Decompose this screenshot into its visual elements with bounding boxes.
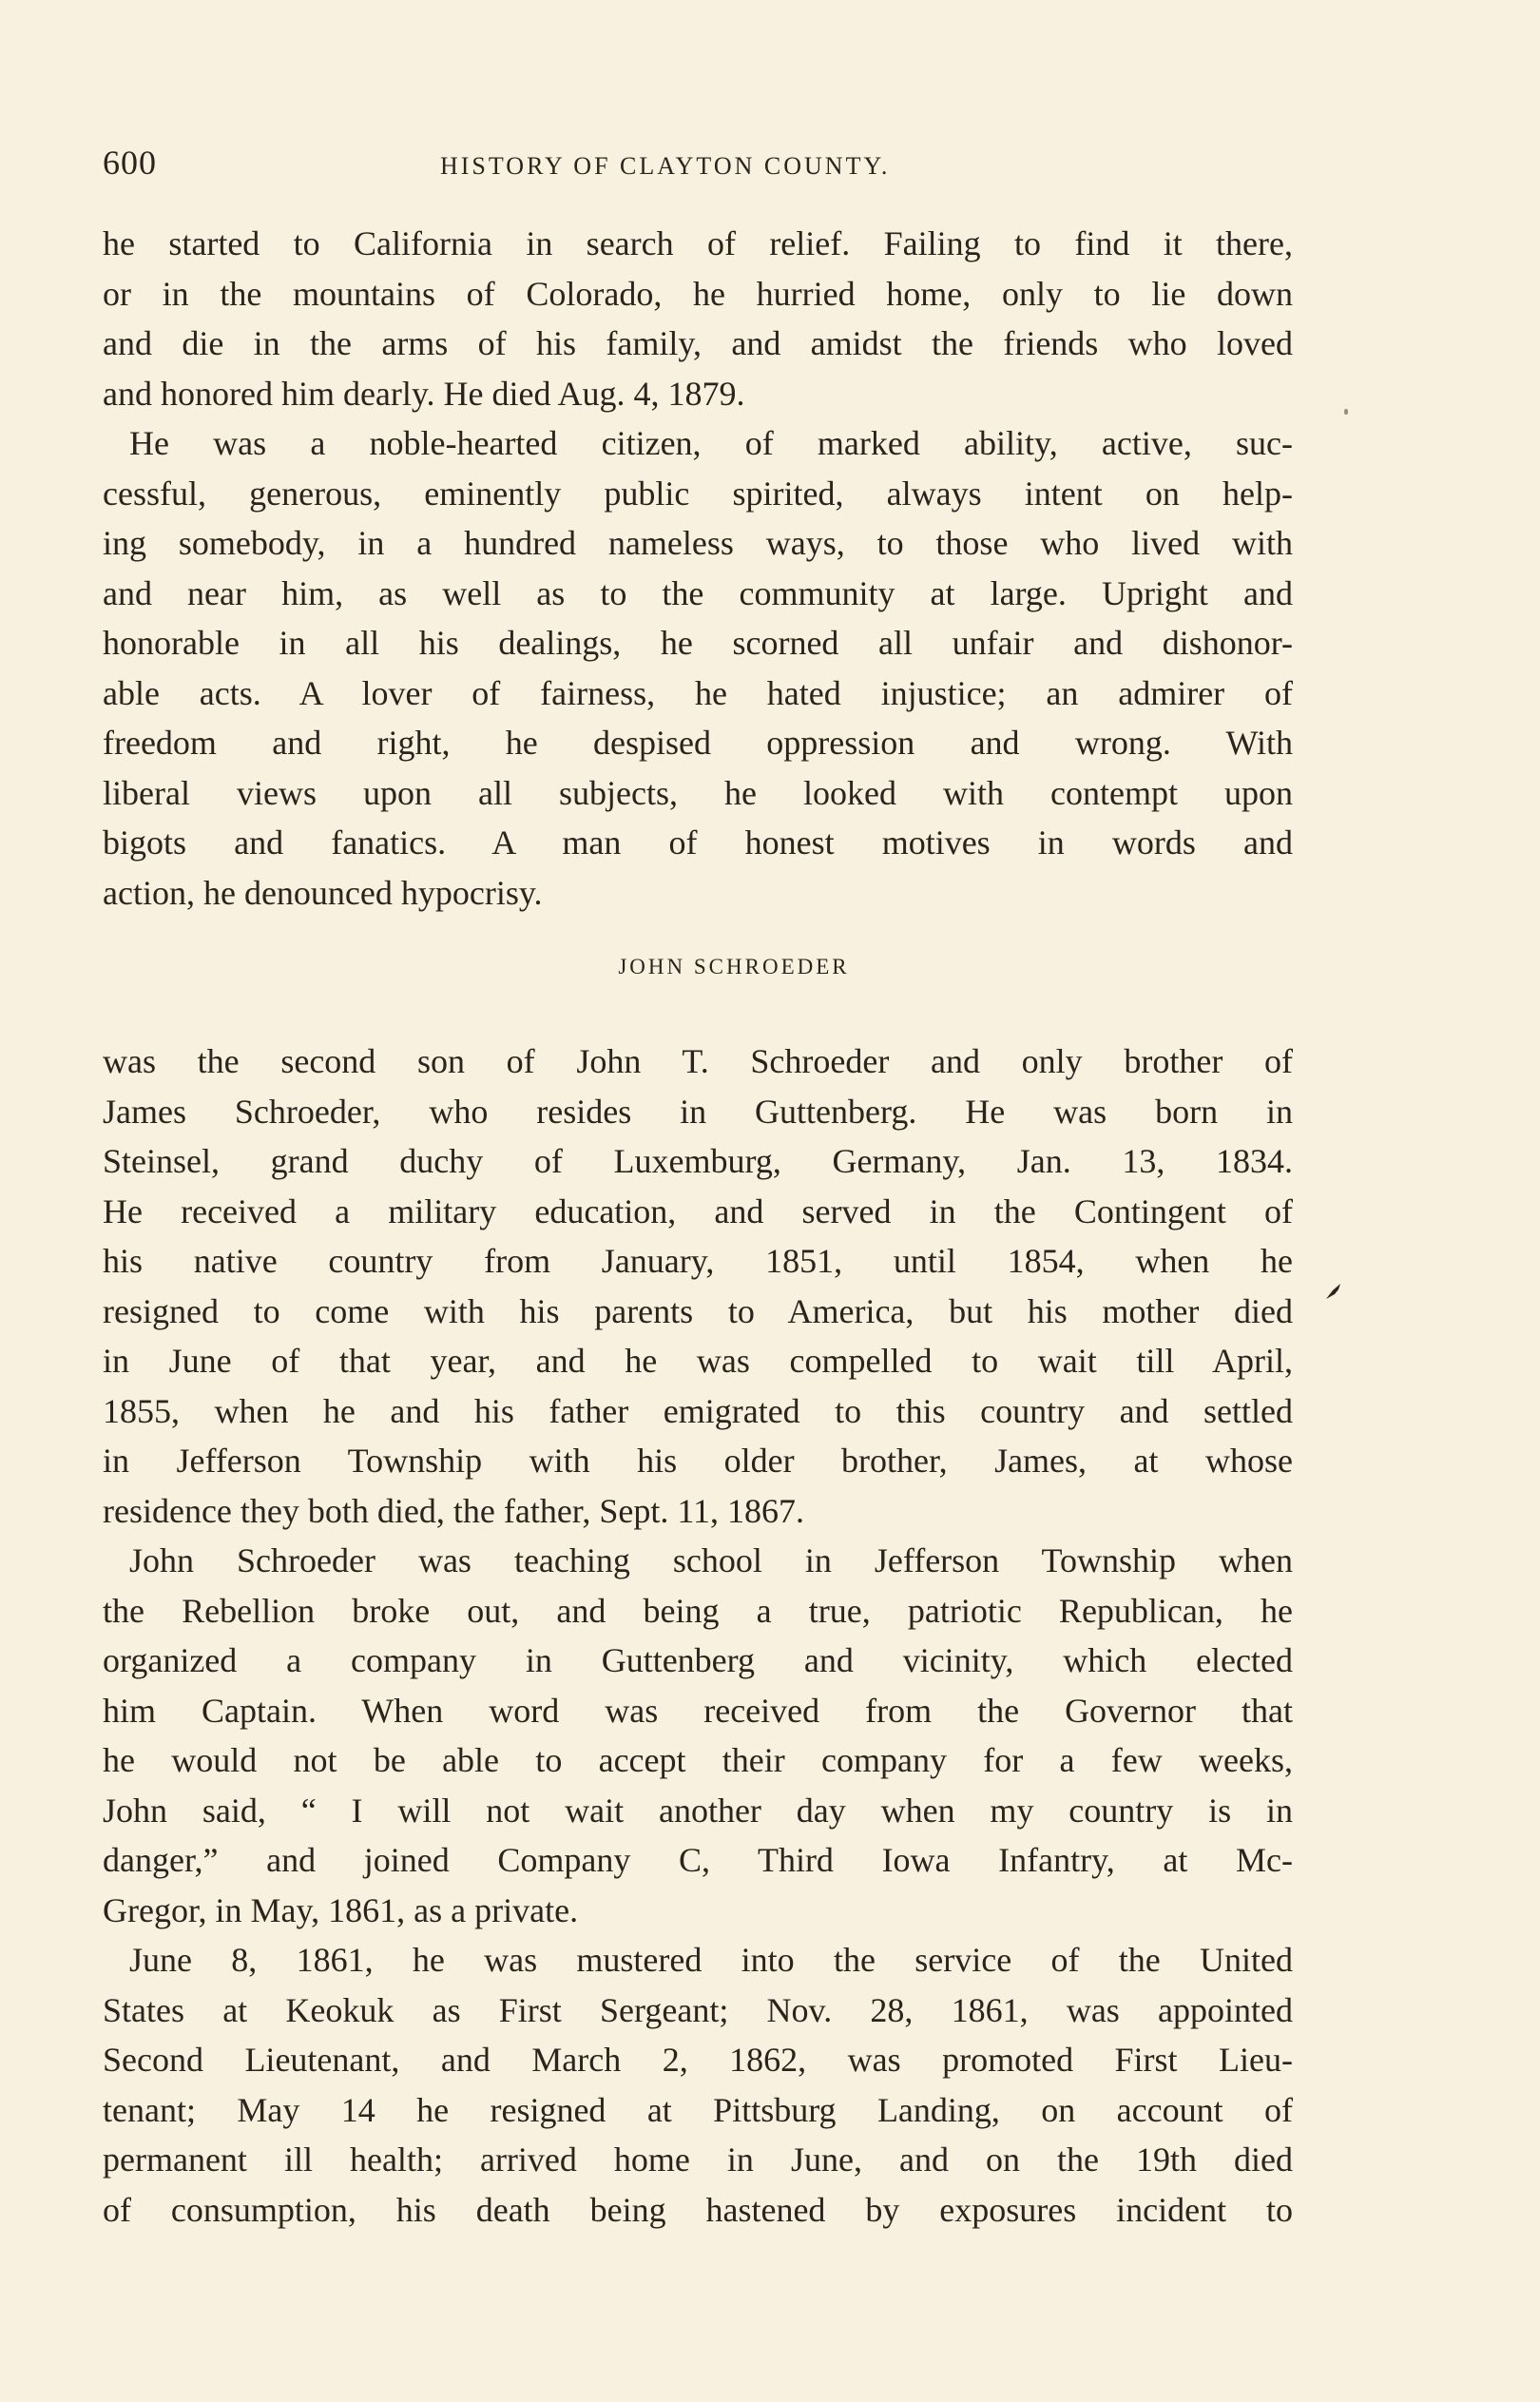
text-line: Gregor, in May, 1861, as a private.: [103, 1890, 579, 1929]
text-line: danger,” and joined Company C, Third Iowa Infantry, at Mc-: [103, 1841, 1293, 1879]
text-line: tenant; May 14 he resigned at Pittsburg Landing, on account of: [103, 2090, 1293, 2129]
text-line: He was a noble-hearted citizen, of marked ability, active, suc-: [129, 424, 1293, 462]
text-line: or in the mountains of Colorado, he hurried home, only to lie down: [103, 274, 1293, 313]
text-line: bigots and fanatics. A man of honest motives in words and: [103, 823, 1293, 862]
text-line: action, he denounced hypocrisy.: [103, 873, 543, 912]
text-line: organized a company in Guttenberg and vicinity, which elected: [103, 1641, 1293, 1679]
obituary-paragraphs: [103, 219, 1293, 918]
text-line: in Jefferson Township with his older brother, James, at whose: [103, 1442, 1293, 1480]
text-line: 1855, when he and his father emigrated to this country and settled: [103, 1391, 1293, 1430]
text-line: residence they both died, the father, Sept. 11, 1867.: [103, 1491, 805, 1530]
text-line: and die in the arms of his family, and amidst the friends who loved: [103, 324, 1293, 362]
text-line: in June of that year, and he was compelled to wait till April,: [103, 1342, 1293, 1380]
page-number: 600: [103, 144, 157, 182]
text-line: honorable in all his dealings, he scorned all unfair and dishonor-: [103, 624, 1293, 662]
text-line: the Rebellion broke out, and being a true, patriotic Republican, he: [103, 1591, 1293, 1630]
text-line: Steinsel, grand duchy of Luxemburg, Germany, Jan. 13, 1834.: [103, 1142, 1293, 1180]
text-line: freedom and right, he despised oppression and wrong. With: [103, 724, 1293, 762]
text-line: John Schroeder was teaching school in Jefferson Township when: [129, 1541, 1293, 1579]
text-line: he started to California in search of relief. Failing to find it there,: [103, 224, 1293, 262]
section-heading: JOHN SCHROEDER: [618, 955, 850, 978]
biography-paragraphs: [103, 1036, 1293, 2235]
text-line: cessful, generous, eminently public spirited, always intent on help-: [103, 474, 1293, 513]
text-line: and near him, as well as to the community at large. Upright and: [103, 573, 1293, 612]
text-line: permanent ill health; arrived home in June, and on the 19th died: [103, 2140, 1293, 2179]
text-line: He received a military education, and served in the Contingent of: [103, 1191, 1293, 1230]
text-line: John said, “ I will not wait another day when my country is in: [103, 1791, 1293, 1830]
text-line: was the second son of John T. Schroeder and only brother of: [103, 1042, 1293, 1080]
text-line: able acts. A lover of fairness, he hated injustice; an admirer of: [103, 673, 1293, 712]
text-line: his native country from January, 1851, until 1854, when he: [103, 1242, 1293, 1280]
text-line: ing somebody, in a hundred nameless ways, to those who lived with: [103, 524, 1293, 562]
text-line: and honored him dearly. He died Aug. 4, 1879.: [103, 374, 745, 413]
text-line: resigned to come with his parents to America, but his mother died: [103, 1291, 1293, 1330]
text-line: States at Keokuk as First Sergeant; Nov. 28, 1861, was appointed: [103, 1990, 1293, 2029]
text-line: June 8, 1861, he was mustered into the service of the United: [129, 1941, 1293, 1979]
text-line: Second Lieutenant, and March 2, 1862, was promoted First Lieu-: [103, 2041, 1293, 2079]
page-header: [103, 143, 1300, 190]
text-line: he would not be able to accept their company for a few weeks,: [103, 1741, 1293, 1779]
text-line: James Schroeder, who resides in Guttenberg. He was born in: [103, 1092, 1293, 1131]
text-line: liberal views upon all subjects, he looked with contempt upon: [103, 773, 1293, 812]
text-line: of consumption, his death being hastened by exposures incident to: [103, 2190, 1293, 2229]
ink-blot-mark: [1324, 1282, 1343, 1301]
ink-speck: [1344, 409, 1348, 415]
running-head: HISTORY OF CLAYTON COUNTY.: [440, 152, 891, 180]
text-line: him Captain. When word was received from the Governor that: [103, 1691, 1293, 1730]
